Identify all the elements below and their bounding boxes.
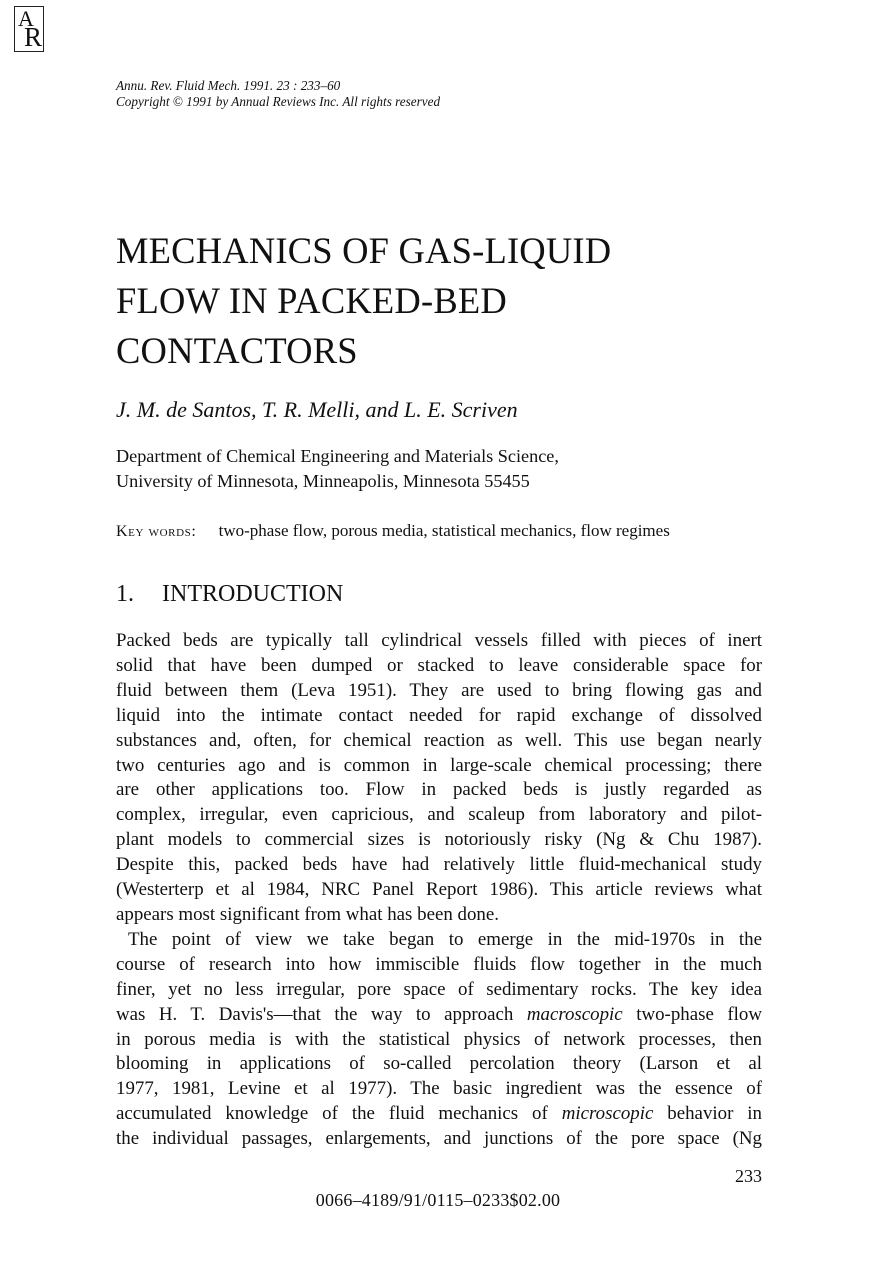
text-line: course of research into how immiscible fluids flow together in the much: [116, 953, 762, 975]
text-line: two centuries ago and is common in large-scale chemical processing; there: [116, 754, 762, 776]
paragraph-2: [116, 928, 762, 1152]
emphasis-microscopic: microscopic: [561, 1103, 654, 1125]
paragraph-1: [116, 629, 762, 928]
text-line: complex, irregular, even capricious, and scaleup from laboratory and pilot-: [116, 804, 762, 826]
text-line: Despite this, packed beds have had relatively little fluid-mechanical study: [116, 854, 762, 876]
text-line: substances and, often, for chemical reaction as well. This use began nearly: [116, 729, 762, 751]
text-line: liquid into the intimate contact needed for rapid exchange of dissolved: [116, 704, 762, 726]
keywords-label: Key words:: [116, 523, 197, 540]
text-line: fluid between them (Leva 1951). They are used to bring flowing gas and: [116, 679, 762, 701]
journal-header: [116, 78, 440, 110]
text-line: solid that have been dumped or stacked to leave considerable space for: [116, 654, 762, 676]
title-line: CONTACTORS: [116, 330, 358, 371]
affiliation-line: University of Minnesota, Minneapolis, Minnesota 55455: [116, 471, 530, 491]
section-heading: [116, 581, 343, 608]
text-line: the individual passages, enlargements, and junctions of the pore space (Ng: [116, 1128, 762, 1150]
author-list: J. M. de Santos, T. R. Melli, and L. E. Scriven: [116, 397, 518, 422]
logo-letter-a: A: [18, 6, 34, 31]
text-run: was H. T. Davis's—that the way to approach: [116, 1003, 514, 1025]
title-line: MECHANICS OF GAS-LIQUID: [116, 230, 612, 271]
section-number: 1.: [116, 581, 134, 607]
text-line: [116, 1003, 762, 1028]
copyright-line: Copyright © 1991 by Annual Reviews Inc. All rights reserved: [116, 94, 441, 109]
text-line: Packed beds are typically tall cylindrical vessels filled with pieces of inert: [116, 630, 762, 651]
text-line: The point of view we take began to emerge in the mid-1970s in the: [128, 928, 762, 950]
emphasis-macroscopic: macroscopic: [526, 1003, 623, 1025]
affiliation: [116, 444, 559, 494]
text-line: blooming in applications of so-called percolation theory (Larson et al: [116, 1053, 762, 1075]
text-line: are other applications too. Flow in packed beds is justly regarded as: [116, 779, 762, 801]
keywords: [116, 521, 670, 541]
text-run: behavior in: [667, 1103, 762, 1125]
text-line: plant models to commercial sizes is notoriously risky (Ng & Chu 1987).: [116, 829, 762, 851]
text-run: two-phase flow: [636, 1003, 762, 1025]
text-line: 1977, 1981, Levine et al 1977). The basic ingredient was the essence of: [116, 1078, 762, 1100]
keywords-text: two-phase flow, porous media, statistical mechanics, flow regimes: [218, 521, 670, 540]
text-line: (Westerterp et al 1984, NRC Panel Report 1986). This article reviews what: [116, 879, 762, 901]
body-text: [116, 629, 762, 1152]
title-line: FLOW IN PACKED-BED: [116, 280, 507, 321]
text-line: finer, yet no less irregular, pore space of sedimentary rocks. The key idea: [116, 978, 762, 1000]
text-line: [116, 1102, 762, 1127]
text-run: accumulated knowledge of the fluid mechanics of: [116, 1103, 548, 1125]
logo-letter-r: R: [24, 22, 43, 52]
text-line: appears most significant from what has been done.: [116, 903, 499, 925]
journal-citation: Annu. Rev. Fluid Mech. 1991. 23 : 233–60: [116, 78, 341, 93]
article-title: [116, 226, 776, 376]
text-line: in porous media is with the statistical physics of network processes, then: [116, 1028, 762, 1050]
annual-reviews-logo: [14, 6, 44, 52]
section-title: INTRODUCTION: [162, 581, 344, 607]
article-code: 0066–4189/91/0115–0233$02.00: [315, 1190, 561, 1210]
page-number: 233: [735, 1166, 762, 1186]
affiliation-line: Department of Chemical Engineering and Materials Science,: [116, 446, 559, 466]
